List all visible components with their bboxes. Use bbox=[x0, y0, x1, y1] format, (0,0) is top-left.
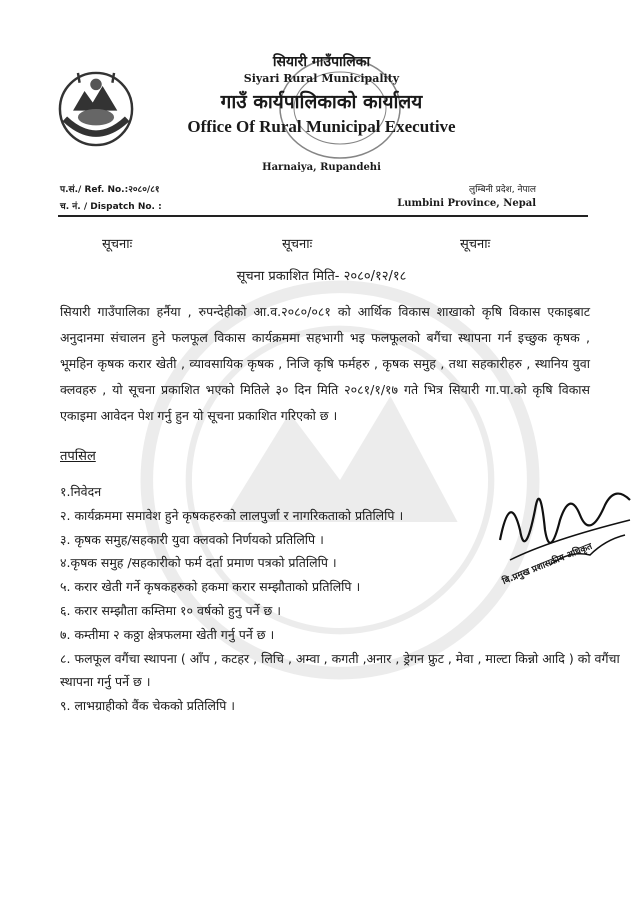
signatory-title: बि.प्रमुख प्रशासकीय अधिकृत bbox=[501, 541, 594, 588]
list-item: ३. कृषक समुह/सहकारी युवा क्लवको निर्णयको प्रतिलिपि । bbox=[60, 531, 324, 547]
reference-number: प.सं./ Ref. No.:२०८०/८१ bbox=[60, 185, 160, 195]
province-np: लुम्बिनी प्रदेश, नेपाल bbox=[469, 185, 536, 195]
notice-body: सियारी गाउँपालिका हर्नैया , रुपन्देहीको आ.व.२०८०/०८१ को आर्थिक विकास शाखाको कृषि विकास एकाइबाट अनुदानमा संचालन हुने फलफूल विकास कार्यक्रममा सहभागी भइ फलफूलको बगैंचा स्थापना गर्न इच्छुक कृषक , भूमहिन कृषक करार खेती , व्यावसायिक कृषक , निजि कृषि फर्महरु , कृषक समुह , तथा सहकारीहरु , स्थानिय युवा क्लवहरु , यो सूचना प्रकाशित भएको मितिले ३० दिन मिति २०८१/१/१७ गते भित्र सियारी गा.पा.को कृषि विकास एकाइमा आवेदन पेश गर्नु हुन यो सूचना प्रकाशित गरिएको छ । bbox=[60, 304, 590, 423]
list-item: ६. करार सम्झौता कम्तिमा १० वर्षको हुनु पर्ने छ । bbox=[60, 602, 282, 618]
list-item: ९. लाभग्राहीको वैंक चेकको प्रतिलिपि । bbox=[60, 698, 236, 714]
municipality-name-np: सियारी गाउँपालिका bbox=[272, 54, 371, 70]
office-name-np: गाउँ कार्यपालिकाको कार्यालय bbox=[220, 91, 423, 113]
list-item: ७. कम्तीमा २ कठ्ठा क्षेत्रफलमा खेती गर्नु पर्ने छ । bbox=[60, 626, 275, 642]
municipality-name-en: Siyari Rural Municipality bbox=[243, 72, 400, 85]
office-name-en: Office Of Rural Municipal Executive bbox=[187, 117, 456, 136]
province-en: Lumbini Province, Nepal bbox=[397, 198, 536, 209]
list-item: ४.कृषक समुह /सहकारीको फर्म दर्ता प्रमाण पत्रको प्रतिलिपि । bbox=[60, 555, 337, 571]
list-item: ८. फलफूल वगैंचा स्थापना ( आँप , कटहर , लिचि , अम्वा , कगती ,अनार , ड्रेगन फ्रुट , मेवा , माल्टा किन्नो आदि ) को वगैंचा स्थापना गर्नु पर्ने छ । bbox=[60, 650, 620, 690]
notice-label: सूचनाः bbox=[460, 237, 491, 252]
dispatch-number: च. नं. / Dispatch No. : bbox=[60, 202, 162, 212]
details-heading: तपसिल bbox=[60, 449, 96, 464]
header-divider bbox=[58, 215, 588, 217]
publish-date: सूचना प्रकाशित मिति- २०८०/१२/१८ bbox=[236, 269, 407, 284]
notice-label: सूचनाः bbox=[102, 237, 133, 252]
office-address: Harnaiya, Rupandehi bbox=[262, 162, 381, 173]
notice-label: सूचनाः bbox=[282, 237, 313, 252]
list-item: ५. करार खेती गर्ने कृषकहरुको हकमा करार सम्झौताको प्रतिलिपि । bbox=[60, 579, 361, 595]
list-item: २. कार्यक्रममा समावेश हुने कृषकहरुको लालपुर्जा र नागरिकताको प्रतिलिपि । bbox=[60, 507, 404, 523]
list-item: १.निवेदन bbox=[60, 484, 102, 499]
